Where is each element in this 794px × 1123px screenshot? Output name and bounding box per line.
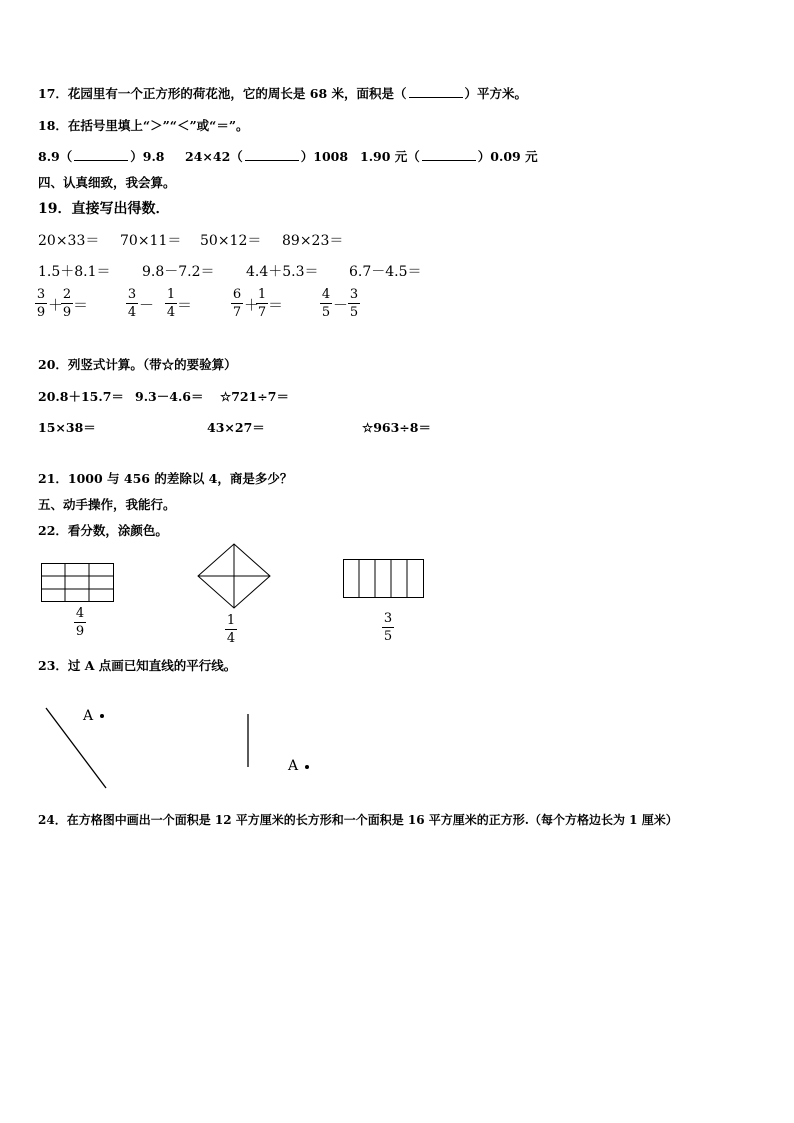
rectangle-5-parts[interactable] bbox=[343, 559, 425, 599]
question-17-text: 17．花园里有一个正方形的荷花池，它的周长是 68 米，面积是（ bbox=[38, 86, 407, 101]
question-19: 19．直接写出得数． bbox=[38, 201, 170, 217]
point-a-text: A bbox=[83, 708, 94, 724]
compare-item-3 bbox=[360, 147, 538, 165]
fraction: 4 5 bbox=[321, 287, 331, 320]
question-23: 23．过 A 点画已知直线的平行线。 bbox=[38, 658, 237, 673]
compare-right: ）0.09 元 bbox=[477, 149, 538, 164]
minus-sign: － bbox=[333, 296, 349, 314]
expr-5: 1.5＋8.1＝ bbox=[38, 264, 111, 280]
calc-1: 20.8＋15.7＝ bbox=[38, 389, 124, 404]
question-22: 22．看分数，涂颜色。 bbox=[38, 523, 168, 538]
point-a-dot-2[interactable] bbox=[305, 765, 309, 769]
answer-blank[interactable] bbox=[422, 149, 476, 161]
calc-3: ☆721÷7＝ bbox=[220, 389, 289, 404]
shape-fraction-1: 4 9 bbox=[75, 606, 85, 639]
compare-left: 8.9（ bbox=[38, 149, 73, 164]
minus-sign: － bbox=[139, 296, 155, 314]
fraction: 3 4 bbox=[127, 287, 137, 320]
point-a-label bbox=[83, 708, 93, 724]
expr-6: 9.8－7.2＝ bbox=[142, 264, 215, 280]
calc-4: 15×38＝ bbox=[38, 420, 96, 435]
expr-3: 50×12＝ bbox=[200, 233, 262, 249]
calc-5: 43×27＝ bbox=[207, 420, 265, 435]
fraction: 1 7 bbox=[257, 287, 267, 320]
expr-4: 89×23＝ bbox=[282, 233, 344, 249]
compare-item-2 bbox=[185, 147, 348, 165]
point-a-text: A bbox=[288, 758, 299, 774]
equals-sign: ＝ bbox=[73, 296, 89, 314]
section-4-heading: 四、认真细致，我会算。 bbox=[38, 175, 176, 190]
question-21: 21．1000 与 456 的差除以 4，商是多少？ bbox=[38, 471, 293, 486]
point-a-dot[interactable] bbox=[100, 714, 104, 718]
equals-sign: ＝ bbox=[177, 296, 193, 314]
plus-sign: ＋ bbox=[48, 296, 64, 314]
plus-sign: ＋ bbox=[244, 296, 260, 314]
section-5-heading: 五、动手操作，我能行。 bbox=[38, 497, 176, 512]
fraction: 1 4 bbox=[166, 287, 176, 320]
shape-fraction-2: 1 4 bbox=[226, 613, 236, 646]
question-17-unit: ）平方米。 bbox=[464, 86, 528, 101]
equals-sign: ＝ bbox=[268, 296, 284, 314]
fraction: 6 7 bbox=[232, 287, 242, 320]
expr-2: 70×11＝ bbox=[120, 233, 182, 249]
diamond-shape[interactable] bbox=[197, 543, 271, 609]
fraction: 3 9 bbox=[36, 287, 46, 320]
point-a-label-2 bbox=[288, 758, 298, 774]
expr-8: 6.7－4.5＝ bbox=[349, 264, 422, 280]
compare-left: 1.90 元（ bbox=[360, 149, 420, 164]
compare-right: ）9.8 bbox=[130, 149, 165, 164]
expr-1: 20×33＝ bbox=[38, 233, 100, 249]
answer-blank[interactable] bbox=[245, 149, 299, 161]
answer-blank[interactable] bbox=[74, 149, 128, 161]
answer-blank[interactable] bbox=[409, 86, 463, 98]
compare-right: ）1008 bbox=[300, 149, 349, 164]
question-24: 24．在方格图中画出一个面积是 12 平方厘米的长方形和一个面积是 16 平方厘米的正方形.（每个方格边长为 1 厘米） bbox=[38, 813, 678, 827]
question-17 bbox=[38, 84, 527, 102]
expr-7: 4.4＋5.3＝ bbox=[246, 264, 319, 280]
compare-left: 24×42（ bbox=[185, 149, 243, 164]
fraction: 2 9 bbox=[62, 287, 72, 320]
question-20: 20．列竖式计算。（带☆的要验算） bbox=[38, 357, 237, 372]
fraction: 3 5 bbox=[349, 287, 359, 320]
rectangle-grid-3x3[interactable] bbox=[41, 563, 115, 603]
calc-6: ☆963÷8＝ bbox=[362, 420, 431, 435]
compare-item-1 bbox=[38, 147, 165, 165]
shape-fraction-3: 3 5 bbox=[383, 611, 393, 644]
question-18: 18．在括号里填上“＞”“＜”或“＝”。 bbox=[38, 118, 249, 133]
slanted-line bbox=[44, 706, 109, 790]
calc-2: 9.3－4.6＝ bbox=[135, 389, 204, 404]
vertical-line bbox=[246, 713, 250, 768]
